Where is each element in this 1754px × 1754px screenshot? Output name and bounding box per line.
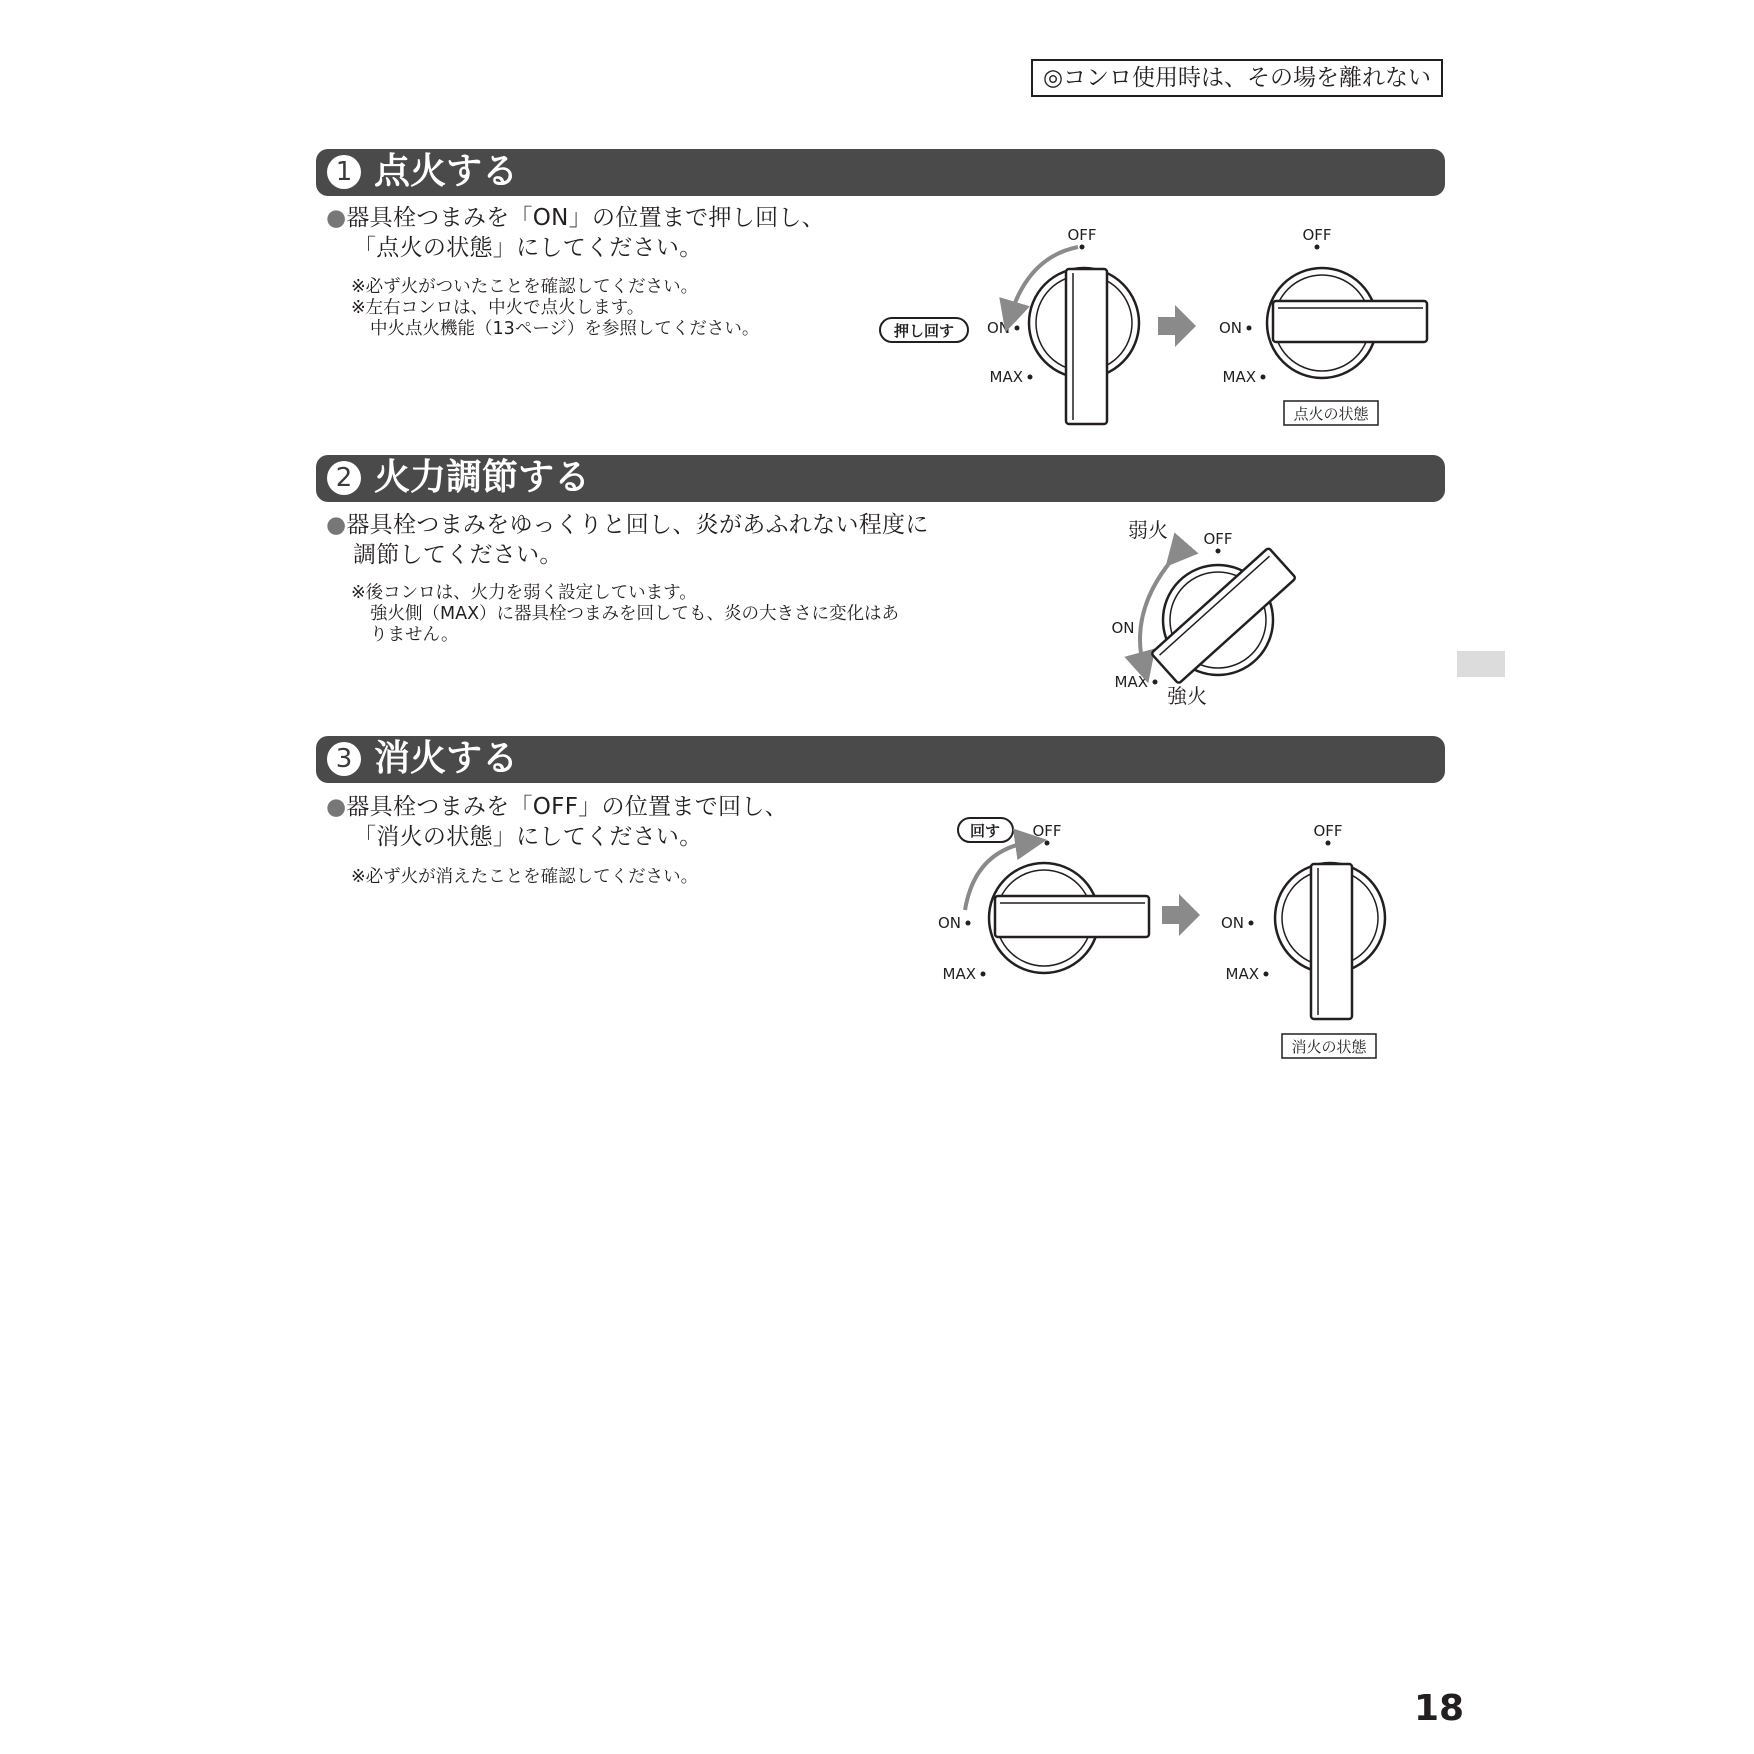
bullet-icon: ● <box>326 512 347 538</box>
off-label: OFF <box>1313 822 1343 840</box>
section-1-lead <box>326 203 825 263</box>
max-dot <box>1153 680 1158 685</box>
on-dot <box>1249 921 1254 926</box>
side-index-tab <box>1457 651 1505 677</box>
page-number: 18 <box>1414 1688 1465 1729</box>
on-dot <box>1247 326 1252 331</box>
section-2-number: 2 <box>327 461 361 495</box>
knob-off-position <box>1275 863 1385 1019</box>
max-label: MAX <box>989 368 1023 386</box>
section-2-lead <box>326 510 929 570</box>
lead-line: 器具栓つまみを「OFF」の位置まで回し、 <box>346 794 788 820</box>
caution-box: ◎コンロ使用時は、その場を離れない <box>1031 59 1443 97</box>
section-1-notes <box>351 277 759 340</box>
on-label: ON <box>1111 619 1135 637</box>
next-step-arrow-icon <box>1162 894 1200 936</box>
section-3-header <box>316 736 1445 783</box>
max-label: MAX <box>1114 673 1148 691</box>
note-line: 強火側（MAX）に器具栓つまみを回しても、炎の大きさに変化はあ <box>370 604 900 624</box>
section-2-header <box>316 455 1445 502</box>
note-line: 中火点火機能（13ページ）を参照してください。 <box>370 319 760 339</box>
bullet-icon: ● <box>326 205 347 231</box>
note-line: ※後コンロは、火力を弱く設定しています。 <box>351 583 697 603</box>
high-flame-label: 強火 <box>1167 684 1207 708</box>
ignition-figure <box>870 215 1450 430</box>
svg-text:点火の状態: 点火の状態 <box>1293 405 1369 423</box>
adjust-figure <box>1100 510 1330 715</box>
section-3-title: 消火する <box>374 738 519 779</box>
lead-line: 調節してください。 <box>353 542 563 568</box>
lead-line: 「消火の状態」にしてください。 <box>353 824 703 850</box>
on-label: ON <box>1220 914 1244 932</box>
off-label: OFF <box>1067 226 1097 244</box>
off-label: OFF <box>1302 226 1332 244</box>
note-line: ※左右コンロは、中火で点火します。 <box>351 298 645 318</box>
section-3-number: 3 <box>327 742 361 776</box>
section-1-header <box>316 149 1445 196</box>
knob-off-position <box>1029 268 1139 424</box>
svg-text:回す: 回す <box>969 822 1001 840</box>
off-dot <box>1315 245 1320 250</box>
knob-on-position <box>989 863 1149 973</box>
off-label: OFF <box>1203 530 1233 548</box>
low-flame-label: 弱火 <box>1128 518 1168 542</box>
max-dot <box>1028 375 1033 380</box>
bullet-icon: ● <box>326 794 347 820</box>
note-line: ※必ず火がついたことを確認してください。 <box>351 277 699 297</box>
max-label: MAX <box>942 965 976 983</box>
ignition-state-caption <box>1284 401 1378 425</box>
next-step-arrow-icon <box>1158 305 1196 347</box>
max-label: MAX <box>1222 368 1256 386</box>
on-label: ON <box>1218 319 1242 337</box>
max-label: MAX <box>1225 965 1259 983</box>
svg-text:押し回す: 押し回す <box>893 322 955 340</box>
on-label: ON <box>986 319 1010 337</box>
off-dot <box>1326 841 1331 846</box>
section-1-title: 点火する <box>374 151 519 192</box>
off-dot <box>1045 841 1050 846</box>
on-dot <box>1015 326 1020 331</box>
lead-line: 「点火の状態」にしてください。 <box>353 235 703 261</box>
section-2-title: 火力調節する <box>374 457 591 498</box>
off-label: OFF <box>1032 822 1062 840</box>
note-line: ※必ず火が消えたことを確認してください。 <box>351 867 699 887</box>
lead-line: 器具栓つまみをゆっくりと回し、炎があふれない程度に <box>346 512 929 538</box>
max-dot <box>981 972 986 977</box>
section-2-notes <box>351 583 899 646</box>
off-dot <box>1080 245 1085 250</box>
on-dot <box>966 921 971 926</box>
extinguish-state-caption <box>1282 1034 1376 1058</box>
knob-on-position <box>1267 268 1427 378</box>
on-label: ON <box>937 914 961 932</box>
note-line: りません。 <box>370 625 459 645</box>
lead-line: 器具栓つまみを「ON」の位置まで押し回し、 <box>346 205 825 231</box>
section-3-notes <box>351 867 698 888</box>
max-dot <box>1264 972 1269 977</box>
knob-adjust-position <box>1151 548 1296 684</box>
extinguish-figure <box>925 810 1445 1065</box>
push-turn-badge <box>880 318 968 342</box>
section-3-lead <box>326 792 788 852</box>
section-1-number: 1 <box>327 155 361 189</box>
max-dot <box>1261 375 1266 380</box>
svg-text:消火の状態: 消火の状態 <box>1291 1038 1367 1056</box>
turn-badge <box>958 818 1013 842</box>
off-dot <box>1216 549 1221 554</box>
